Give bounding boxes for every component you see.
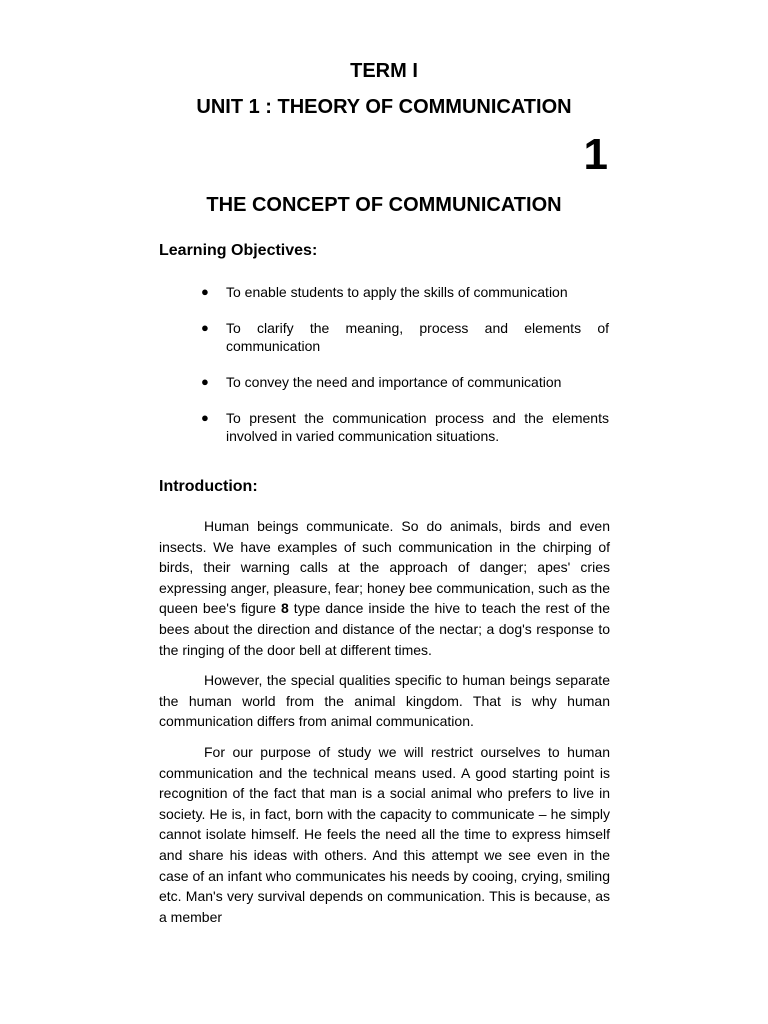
bullet-icon: ●	[201, 410, 209, 425]
chapter-number: 1	[583, 130, 608, 179]
paragraph-2: However, the special qualities specific to human beings separate the human world from the animal kingdom. That is why human communication differs from animal communication.	[159, 672, 610, 730]
objective-item	[159, 409, 609, 445]
introduction-heading: Introduction:	[159, 478, 258, 495]
paragraph-1-text-a: Human beings communicate. So do animals, birds and even insects. We have examples of such communication in the chirping of birds, their warning calls at the approach of danger; apes' cries expressing anger, pleasure, fear; honey bee communication, such as the queen bee's figure	[159, 518, 610, 617]
objective-item	[159, 283, 609, 301]
introduction-body	[159, 516, 610, 937]
objective-text: To present the communication process and the elements involved in varied communication situations.	[226, 410, 609, 444]
figure-eight-number: 8	[281, 600, 289, 617]
objective-text: To clarify the meaning, process and elements of communication	[226, 320, 609, 354]
bullet-icon: ●	[201, 374, 209, 389]
objective-text: To convey the need and importance of communication	[226, 374, 562, 390]
objective-item	[159, 319, 609, 355]
paragraph-1	[159, 516, 610, 660]
objective-item	[159, 373, 609, 391]
paragraph-3: For our purpose of study we will restrict ourselves to human communication and the technical means used. A good starting point is recognition of the fact that man is a social animal who prefers to live in society. He is, in fact, born with the capacity to communicate – he simply cannot isolate himself. He feels the need all the time to express himself and share his ideas with others. And this attempt we see even in the case of an infant who communicates his needs by cooing, crying, smiling etc. Man's very survival depends on communication. This is because, as a member	[159, 743, 610, 925]
unit-heading: UNIT 1 : THEORY OF COMMUNICATION	[196, 96, 572, 118]
objectives-list	[159, 283, 609, 463]
term-heading: TERM I	[350, 60, 418, 82]
paragraph-1-text-b: type dance inside the hive to teach the rest of the bees about the direction and distance of the nectar; a dog's response to the ringing of the door bell at different times.	[159, 600, 611, 658]
bullet-icon: ●	[201, 284, 209, 299]
chapter-title: THE CONCEPT OF COMMUNICATION	[206, 194, 562, 216]
objective-text: To enable students to apply the skills of communication	[226, 284, 568, 300]
bullet-icon: ●	[201, 320, 209, 335]
learning-objectives-heading: Learning Objectives:	[159, 242, 318, 259]
